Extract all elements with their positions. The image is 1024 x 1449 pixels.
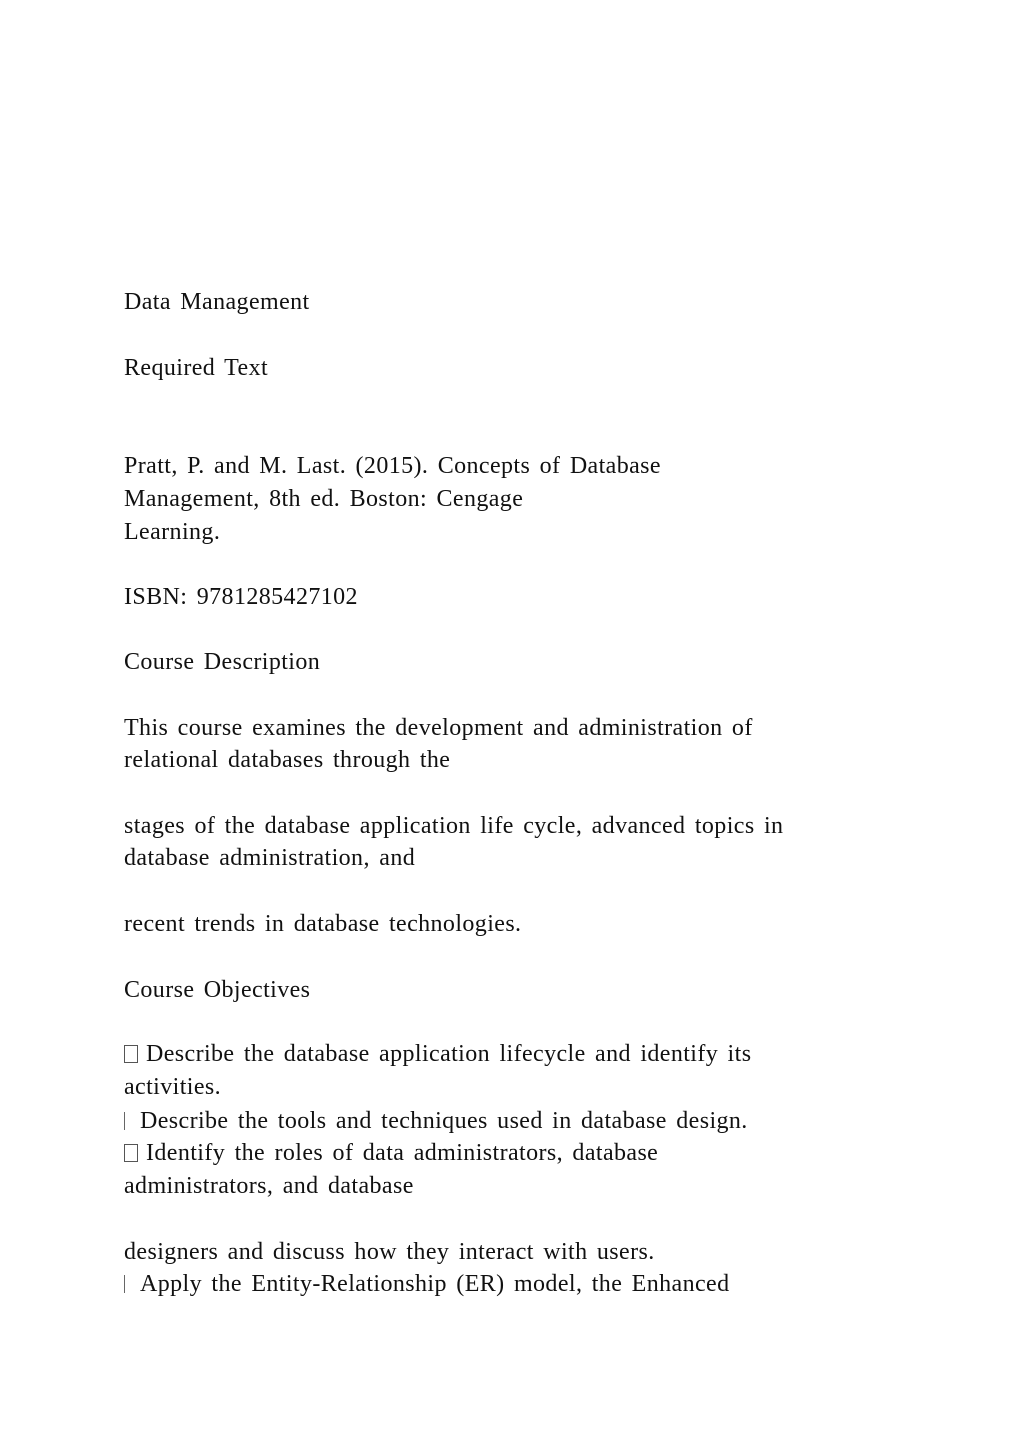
- objective-text: Apply the Entity-Relationship (ER) model, the Enhanced: [140, 1271, 730, 1297]
- objective-continuation: administrators, and database: [124, 1173, 414, 1199]
- isbn-text: ISBN: 9781285427102: [124, 584, 358, 610]
- citation-line-3: Learning.: [124, 519, 221, 545]
- objective-text: Describe the tools and techniques used in database design.: [140, 1108, 748, 1134]
- objective-text: Describe the database application lifecycle and identify its: [146, 1041, 752, 1067]
- bullet-box-icon: [124, 1045, 138, 1063]
- document-title: Data Management: [124, 289, 310, 315]
- description-line-3: stages of the database application life cycle, advanced topics in: [124, 813, 784, 839]
- description-line-5: recent trends in database technologies.: [124, 911, 522, 937]
- objective-text: Identify the roles of data administrators, database: [146, 1140, 659, 1166]
- bullet-box-icon: [124, 1112, 132, 1130]
- objective-item: [124, 1039, 751, 1069]
- citation-line-1: Pratt, P. and M. Last. (2015). Concepts of Database: [124, 453, 661, 479]
- course-description-heading: Course Description: [124, 649, 321, 675]
- objective-item: [124, 1106, 748, 1136]
- course-objectives-heading: Course Objectives: [124, 977, 311, 1003]
- description-line-1: This course examines the development and administration of: [124, 715, 753, 741]
- bullet-box-icon: [124, 1144, 138, 1162]
- bullet-box-icon: [124, 1275, 132, 1293]
- objective-item: [124, 1138, 658, 1168]
- citation-line-2: Management, 8th ed. Boston: Cengage: [124, 486, 524, 512]
- description-line-4: database administration, and: [124, 845, 416, 871]
- objective-continuation: activities.: [124, 1074, 222, 1100]
- required-text-heading: Required Text: [124, 355, 269, 381]
- description-line-2: relational databases through the: [124, 747, 451, 773]
- objective-item: [124, 1269, 729, 1299]
- objective-continuation: designers and discuss how they interact with users.: [124, 1239, 655, 1265]
